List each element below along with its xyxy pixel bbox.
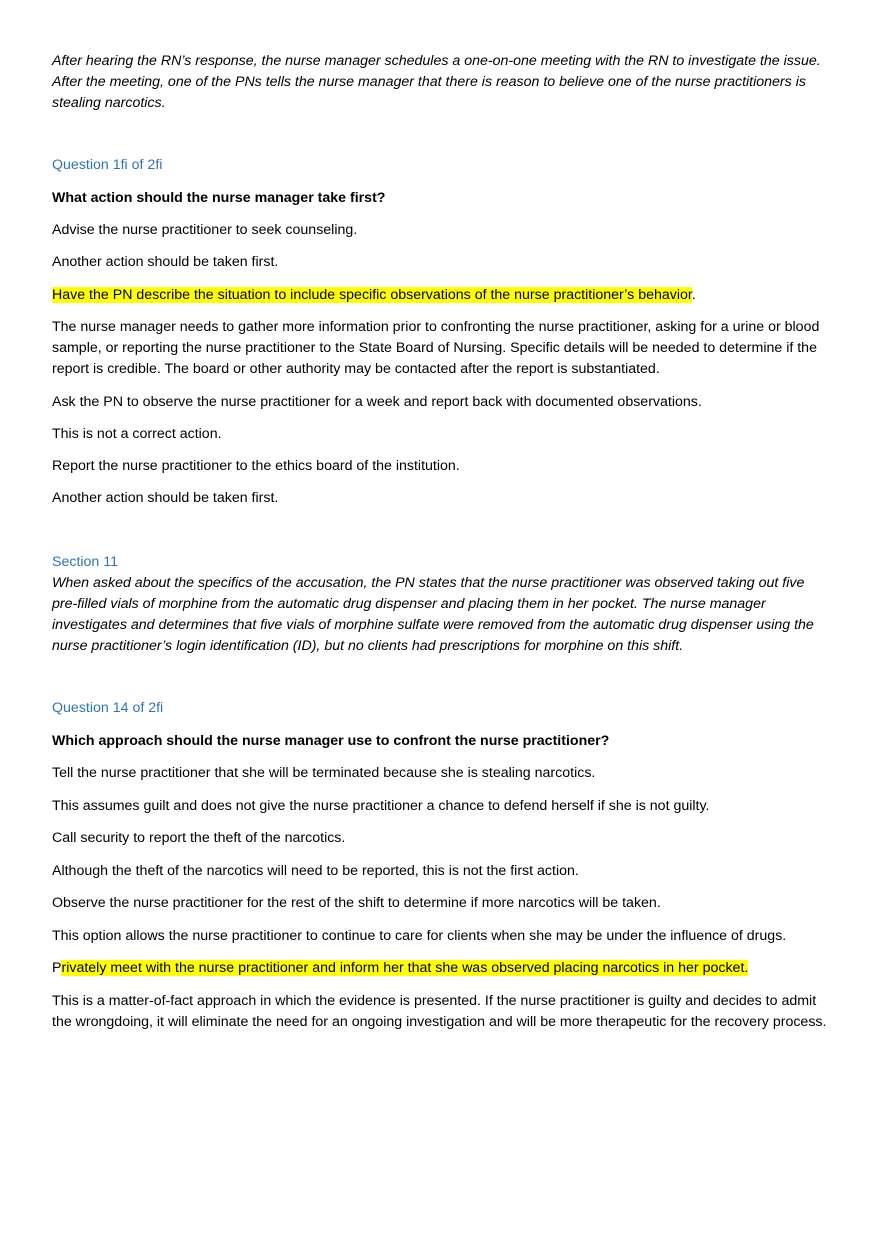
answer-rationale: This assumes guilt and does not give the nurse practitioner a chance to defend herself if she is not guilty. [52, 798, 710, 814]
question-heading: Question 1fi of 2fi [52, 157, 163, 173]
highlighted-answer: rivately meet with the nurse practitioner and inform her that she was observed placing narcotics in her pocket. [61, 960, 749, 976]
answer-rationale: Another action should be taken first. [52, 490, 279, 506]
question-prompt: What action should the nurse manager take first? [52, 190, 386, 206]
answer-option: Tell the nurse practitioner that she will be terminated because she is stealing narcotics. [52, 765, 596, 781]
answer-prefix: P [52, 960, 62, 976]
answer-option: Call security to report the theft of the narcotics. [52, 830, 346, 846]
section-text: When asked about the specifics of the accusation, the PN states that the nurse practitioner was observed taking out five pre-filled vials of morphine from the automatic drug dispenser and placing them in her pocket. The nurse manager investigates and determines that five vials of morphine sulfate were removed from the automatic drug dispenser using the nurse practitioner’s login identification (ID), but no clients had prescriptions for morphine on this shift. [52, 575, 814, 654]
answer-rationale: This is not a correct action. [52, 426, 222, 442]
intro-paragraph: After hearing the RN’s response, the nurse manager schedules a one-on-one meeting with the RN to investigate the issue. After the meeting, one of the PNs tells the nurse manager that there is reason to believe one of the nurse practitioners is stealing narcotics. [52, 53, 821, 111]
answer-rationale: This is a matter-of-fact approach in which the evidence is presented. If the nurse practitioner is guilty and decides to admit the wrongdoing, it will eliminate the need for an ongoing investigation and will be more therapeutic for the recovery process. [52, 993, 827, 1030]
question-heading: Question 14 of 2fi [52, 700, 164, 716]
answer-suffix: . [691, 287, 696, 303]
answer-option: Ask the PN to observe the nurse practitioner for a week and report back with documented observations. [52, 394, 702, 410]
answer-rationale: Another action should be taken first. [52, 254, 279, 270]
answer-option-correct [52, 958, 832, 979]
answer-option-correct [52, 285, 832, 306]
answer-option: Observe the nurse practitioner for the rest of the shift to determine if more narcotics will be taken. [52, 895, 661, 911]
document-page [52, 51, 832, 1033]
section-heading: Section 11 [52, 554, 118, 570]
highlighted-answer: Have the PN describe the situation to include specific observations of the nurse practitioner’s behavior [52, 287, 692, 303]
answer-option: Report the nurse practitioner to the ethics board of the institution. [52, 458, 460, 474]
question-prompt: Which approach should the nurse manager use to confront the nurse practitioner? [52, 733, 610, 749]
answer-rationale: Although the theft of the narcotics will need to be reported, this is not the first action. [52, 863, 579, 879]
answer-rationale: The nurse manager needs to gather more information prior to confronting the nurse practitioner, asking for a urine or blood sample, or reporting the nurse practitioner to the State Board of Nursing. Specific details will be needed to determine if the report is credible. The board or other authority may be contacted after the report is substantiated. [52, 319, 820, 377]
answer-rationale: This option allows the nurse practitioner to continue to care for clients when she may be under the influence of drugs. [52, 928, 787, 944]
answer-option: Advise the nurse practitioner to seek counseling. [52, 222, 358, 238]
